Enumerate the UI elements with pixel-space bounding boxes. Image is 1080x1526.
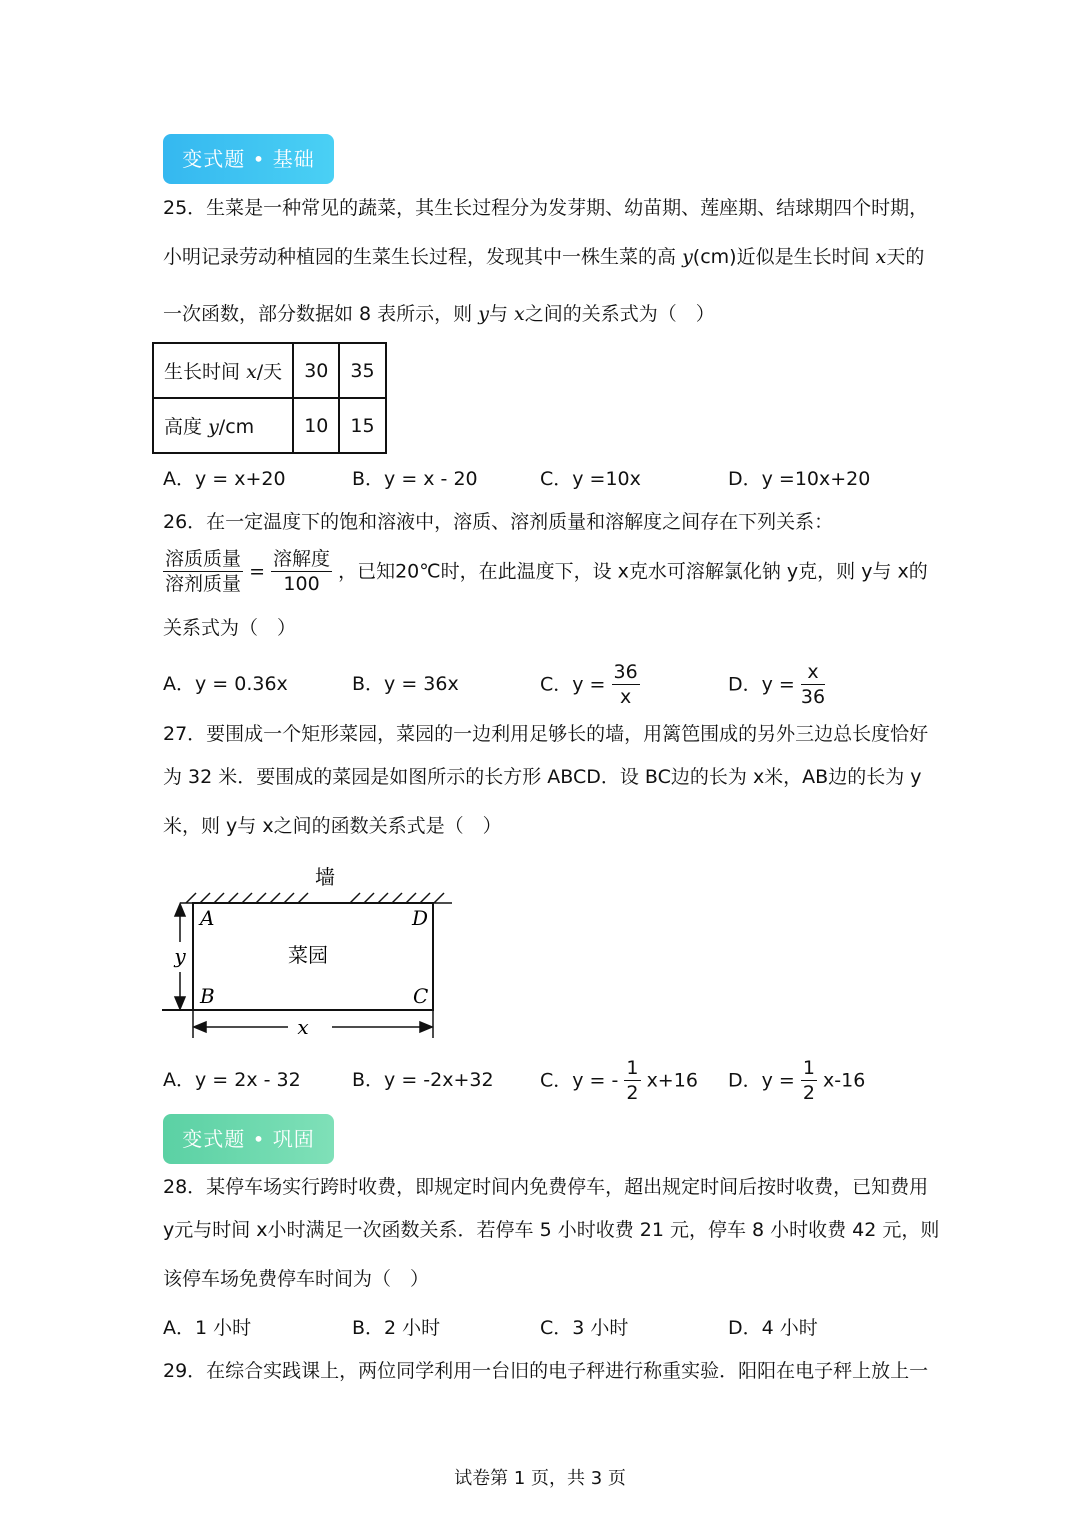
section-badge-consolidate: 变式题 • 巩固 <box>163 1114 334 1164</box>
q25-option-a[interactable]: A．y = x+20 <box>163 468 286 490</box>
q26-line3: 关系式为（ ） <box>163 617 297 639</box>
vertex-d-label: D <box>412 906 429 930</box>
q27-option-a[interactable]: A．y = 2x - 32 <box>163 1069 301 1091</box>
table-cell-label: 生长时间 x/天 <box>153 343 293 398</box>
q25-option-c[interactable]: C．y =10x <box>540 468 641 490</box>
q26-option-a[interactable]: A．y = 0.36x <box>163 673 288 695</box>
x-dimension-arrow <box>193 1010 433 1038</box>
q29-line1: 29．在综合实践课上，两位同学利用一台旧的电子秤进行称重实验．阳阳在电子秤上放上一 <box>163 1360 929 1382</box>
wall-label: 墙 <box>315 865 335 889</box>
section-badge-basic: 变式题 • 基础 <box>163 134 334 184</box>
q28-option-a[interactable]: A．1 小时 <box>163 1317 252 1339</box>
q25-option-d[interactable]: D．y =10x+20 <box>728 468 871 490</box>
table-row <box>153 343 386 398</box>
wall-hatching <box>180 893 452 903</box>
y-dimension-label: y <box>174 944 186 968</box>
vertex-a-label: A <box>200 906 215 930</box>
q26-option-d[interactable]: D．y = $\frac{x}{36}$ <box>728 661 826 708</box>
q26-line1: 26．在一定温度下的饱和溶液中，溶质、溶剂质量和溶解度之间存在下列关系： <box>163 511 834 533</box>
page-footer: 试卷第 1 页，共 3 页 <box>454 1468 626 1489</box>
q28-option-d[interactable]: D．4 小时 <box>728 1317 818 1339</box>
q28-line2: y元与时间 x小时满足一次函数关系．若停车 5 小时收费 21 元，停车 8 小时收费 42 元，则 <box>163 1219 940 1241</box>
x-dimension-label: x <box>297 1015 309 1039</box>
q27-option-c[interactable]: C．y = - $\frac{1}{2}$ x+16 <box>540 1057 698 1104</box>
q25-line1: 25．生菜是一种常见的蔬菜，其生长过程分为发芽期、幼苗期、莲座期、结球期四个时期， <box>163 197 929 219</box>
q27-line2: 为 32 米．要围成的菜园是如图所示的长方形 ABCD．设 BC边的长为 x米，AB边的长为 y <box>163 766 922 788</box>
q25-option-b[interactable]: B．y = x - 20 <box>352 468 478 490</box>
q25-line3: 一次函数，部分数据如 8 表所示，则 y与 x之间的关系式为（ ） <box>163 303 715 325</box>
table-cell-label: 高度 y/cm <box>153 398 293 453</box>
q25-data-table <box>152 342 387 454</box>
q27-line3: 米，则 y与 x之间的函数关系式是（ ） <box>163 815 502 837</box>
q26-ratio-fraction-1: $\frac{\text{溶质质量}}{\text{溶剂质量}}$ <box>165 548 242 595</box>
q28-line3: 该停车场免费停车时间为（ ） <box>163 1268 430 1290</box>
table-row <box>153 398 386 453</box>
vertex-b-label: B <box>200 984 215 1008</box>
table-cell: 15 <box>339 398 385 453</box>
q28-line1: 28．某停车场实行跨时收费，即规定时间内免费停车，超出规定时间后按时收费，已知费用 <box>163 1176 929 1198</box>
q26-option-c[interactable]: C．y = $\frac{36}{x}$ <box>540 661 638 708</box>
table-cell: 10 <box>293 398 339 453</box>
vertex-c-label: C <box>413 984 429 1008</box>
table-cell: 35 <box>339 343 385 398</box>
q28-option-b[interactable]: B．2 小时 <box>352 1317 441 1339</box>
q28-option-c[interactable]: C．3 小时 <box>540 1317 629 1339</box>
q26-ratio-fraction-2: $\frac{\text{溶解度}}{100}$ <box>273 548 331 595</box>
q27-option-b[interactable]: B．y = -2x+32 <box>352 1069 494 1091</box>
garden-label: 菜园 <box>288 943 328 967</box>
q26-option-b[interactable]: B．y = 36x <box>352 673 459 695</box>
q26-line2: $\frac{\text{溶质质量}}{\text{溶剂质量}}$ = $\frac{\text{溶解度}}{100}$ ，已知20℃时，在此温度下，设 x克水可溶解氯化钠 y克，则 y与 x的 <box>165 548 928 595</box>
q25-line2: 小明记录劳动种植园的生菜生长过程，发现其中一株生菜的高 y(cm)近似是生长时间 x天的 <box>163 246 925 268</box>
table-cell: 30 <box>293 343 339 398</box>
q27-option-d[interactable]: D．y = $\frac{1}{2}$ x-16 <box>728 1057 866 1104</box>
q27-line1: 27．要围成一个矩形菜园，菜园的一边利用足够长的墙，用篱笆围成的另外三边总长度恰好 <box>163 723 929 745</box>
garden-diagram <box>150 860 470 1045</box>
